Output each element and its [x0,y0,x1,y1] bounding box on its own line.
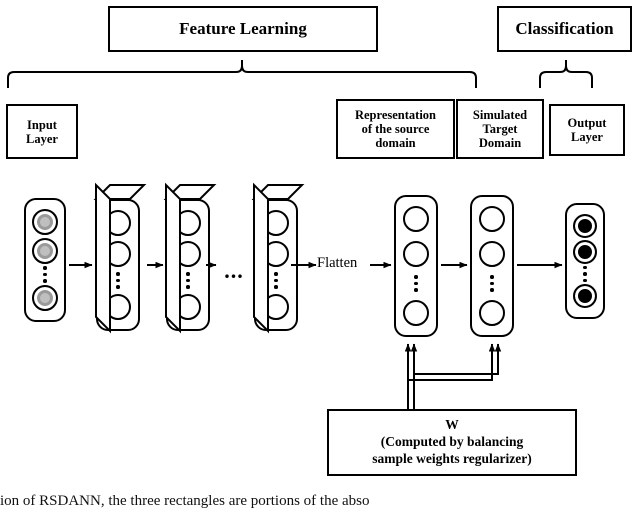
horizontal-ellipsis-label: ... [224,258,244,283]
dense-source-domain-column [394,195,438,337]
dense-node [479,241,505,267]
brace-classification [540,60,592,88]
conv-block-3-body [254,199,298,331]
conv-block-1 [86,185,144,331]
input-node [32,209,58,235]
conv-block-2-body [166,199,210,331]
label-input-layer-line2: Layer [26,131,58,146]
header-feature-learning [108,6,378,52]
vertical-ellipsis-icon [583,266,587,283]
label-representation-line3: domain [375,136,416,150]
flatten-label-text: Flatten [317,255,358,271]
dense-node [479,300,505,326]
vertical-ellipsis-icon [43,266,47,283]
conv-block-2 [156,185,214,331]
conv-node [263,210,289,236]
input-layer-column [24,198,66,322]
weight-box-line1: (Computed by balancing [380,434,524,450]
vertical-ellipsis-icon [274,272,278,289]
conv-node [263,241,289,267]
label-output-layer [549,104,625,156]
header-classification [497,6,632,52]
conv-node [175,210,201,236]
output-layer-column [565,203,605,319]
conv-node [105,210,131,236]
label-simulated-line1: Simulated [472,108,528,122]
label-output-layer-line2: Layer [571,130,603,144]
conv-node [263,294,289,320]
conv-node [105,294,131,320]
brace-feature-learning [8,60,476,88]
figure-caption-text: ion of RSDANN, the three rectangles are portions of the abso [0,493,370,509]
dense-node [403,241,429,267]
figure-caption [0,493,370,510]
header-feature-learning-label: Feature Learning [179,19,307,38]
conv-node [175,241,201,267]
output-node [573,214,597,238]
conv-node [105,241,131,267]
dense-node [403,300,429,326]
input-node [32,285,58,311]
input-node [32,238,58,264]
vertical-ellipsis-icon [116,272,120,289]
label-input-layer-line1: Input [27,117,57,132]
vertical-ellipsis-icon [490,275,494,292]
dense-node [479,206,505,232]
label-input-layer [6,104,78,159]
label-representation-line2: of the source [361,122,430,136]
vertical-ellipsis-icon [186,272,190,289]
output-node [573,284,597,308]
flatten-label [317,255,357,272]
conv-block-1-body [96,199,140,331]
weight-box-line2: sample weights regularizer) [372,450,532,466]
weight-box-title: W [445,417,459,433]
conv-block-3 [244,185,302,331]
label-simulated-target-domain [456,99,544,159]
weight-connectors [408,344,498,409]
vertical-ellipsis-icon [414,275,418,292]
label-representation-line1: Representation [354,108,436,122]
dense-target-domain-column [470,195,514,337]
weight-box [327,409,577,476]
header-classification-label: Classification [515,19,614,38]
output-node [573,240,597,264]
label-simulated-line3: Domain [478,136,522,150]
label-simulated-line2: Target [482,122,518,136]
label-representation-source-domain [336,99,455,159]
conv-node [175,294,201,320]
label-output-layer-line1: Output [567,116,607,130]
dense-node [403,206,429,232]
